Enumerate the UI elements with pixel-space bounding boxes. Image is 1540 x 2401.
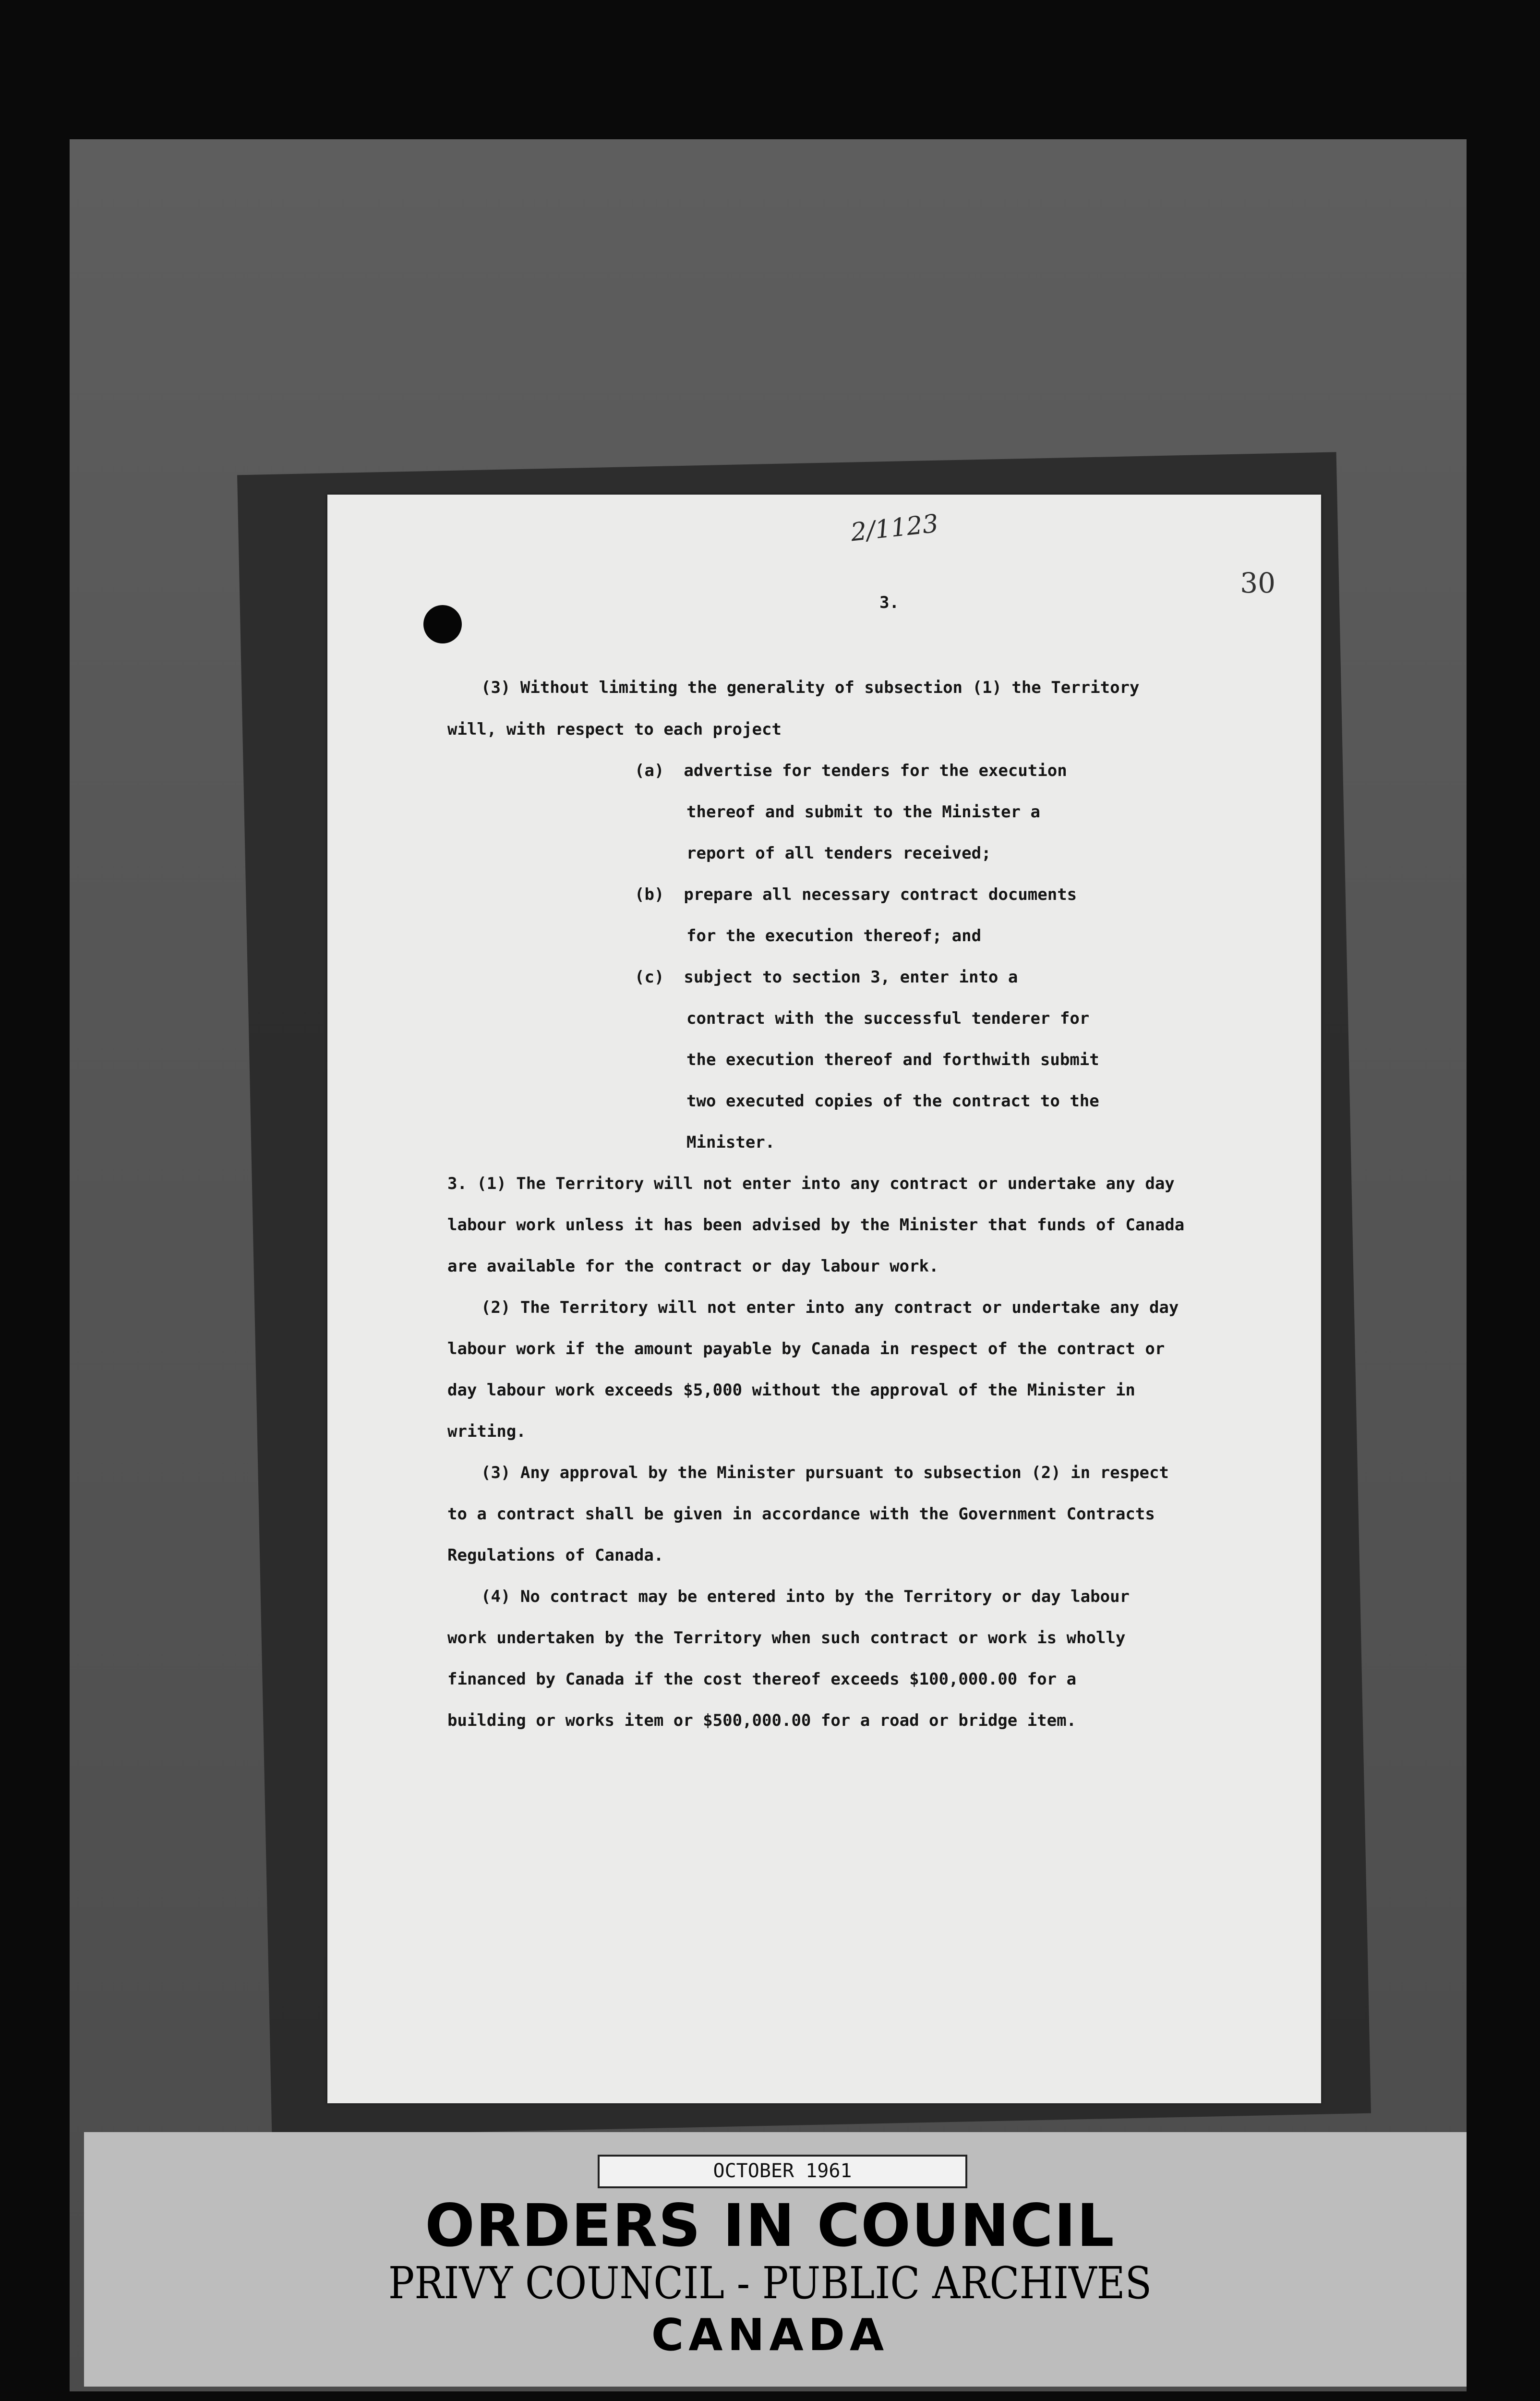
text-line: labour work if the amount payable by Canada in respect of the contract or: [447, 1339, 1165, 1358]
list-item-b: (b) prepare all necessary contract documents: [635, 885, 1077, 904]
text-line: day labour work exceeds $5,000 without the approval of the Minister in: [447, 1381, 1135, 1400]
text-line: (3) Any approval by the Minister pursuant to subsection (2) in respect: [481, 1463, 1169, 1482]
text-line: for the execution thereof; and: [686, 926, 982, 946]
punch-hole: [423, 605, 462, 643]
footer-subtitle: PRIVY COUNCIL - PUBLIC ARCHIVES: [388, 2257, 1152, 2309]
text-line: Minister.: [686, 1133, 775, 1152]
text-line: two executed copies of the contract to the: [686, 1091, 1099, 1111]
footer-title: ORDERS IN COUNCIL: [425, 2192, 1115, 2260]
list-item-a: (a) advertise for tenders for the execution: [635, 761, 1067, 780]
folio-number: 30: [1240, 567, 1275, 599]
text-line: report of all tenders received;: [686, 844, 991, 863]
text-line: (3) Without limiting the generality of subsection (1) the Territory: [481, 678, 1140, 697]
text-line: thereof and submit to the Minister a: [686, 802, 1040, 822]
page-number: 3.: [879, 593, 899, 612]
document-page: [327, 495, 1321, 2103]
text-line: contract with the successful tenderer for: [686, 1009, 1090, 1028]
text-line: work undertaken by the Territory when such contract or work is wholly: [447, 1628, 1126, 1648]
text-line: writing.: [447, 1422, 526, 1441]
handwritten-reference: 2/1123: [849, 509, 940, 547]
section-heading-line: 3. (1) The Territory will not enter into any contract or undertake any day: [447, 1174, 1175, 1193]
text-line: (2) The Territory will not enter into any contract or undertake any day: [481, 1298, 1179, 1317]
footer-country: CANADA: [651, 2309, 889, 2361]
text-line: to a contract shall be given in accordance with the Government Contracts: [447, 1504, 1155, 1524]
text-line: are available for the contract or day labour work.: [447, 1257, 939, 1276]
text-line: building or works item or $500,000.00 for a road or bridge item.: [447, 1711, 1077, 1730]
list-item-c: (c) subject to section 3, enter into a: [635, 968, 1018, 987]
text-line: the execution thereof and forthwith submit: [686, 1050, 1099, 1069]
text-line: labour work unless it has been advised by the Minister that funds of Canada: [447, 1215, 1185, 1235]
text-line: financed by Canada if the cost thereof exceeds $100,000.00 for a: [447, 1670, 1077, 1689]
date-label: OCTOBER 1961: [598, 2155, 967, 2188]
text-line: will, with respect to each project: [447, 720, 782, 739]
text-line: (4) No contract may be entered into by the Territory or day labour: [481, 1587, 1130, 1606]
text-line: Regulations of Canada.: [447, 1546, 664, 1565]
